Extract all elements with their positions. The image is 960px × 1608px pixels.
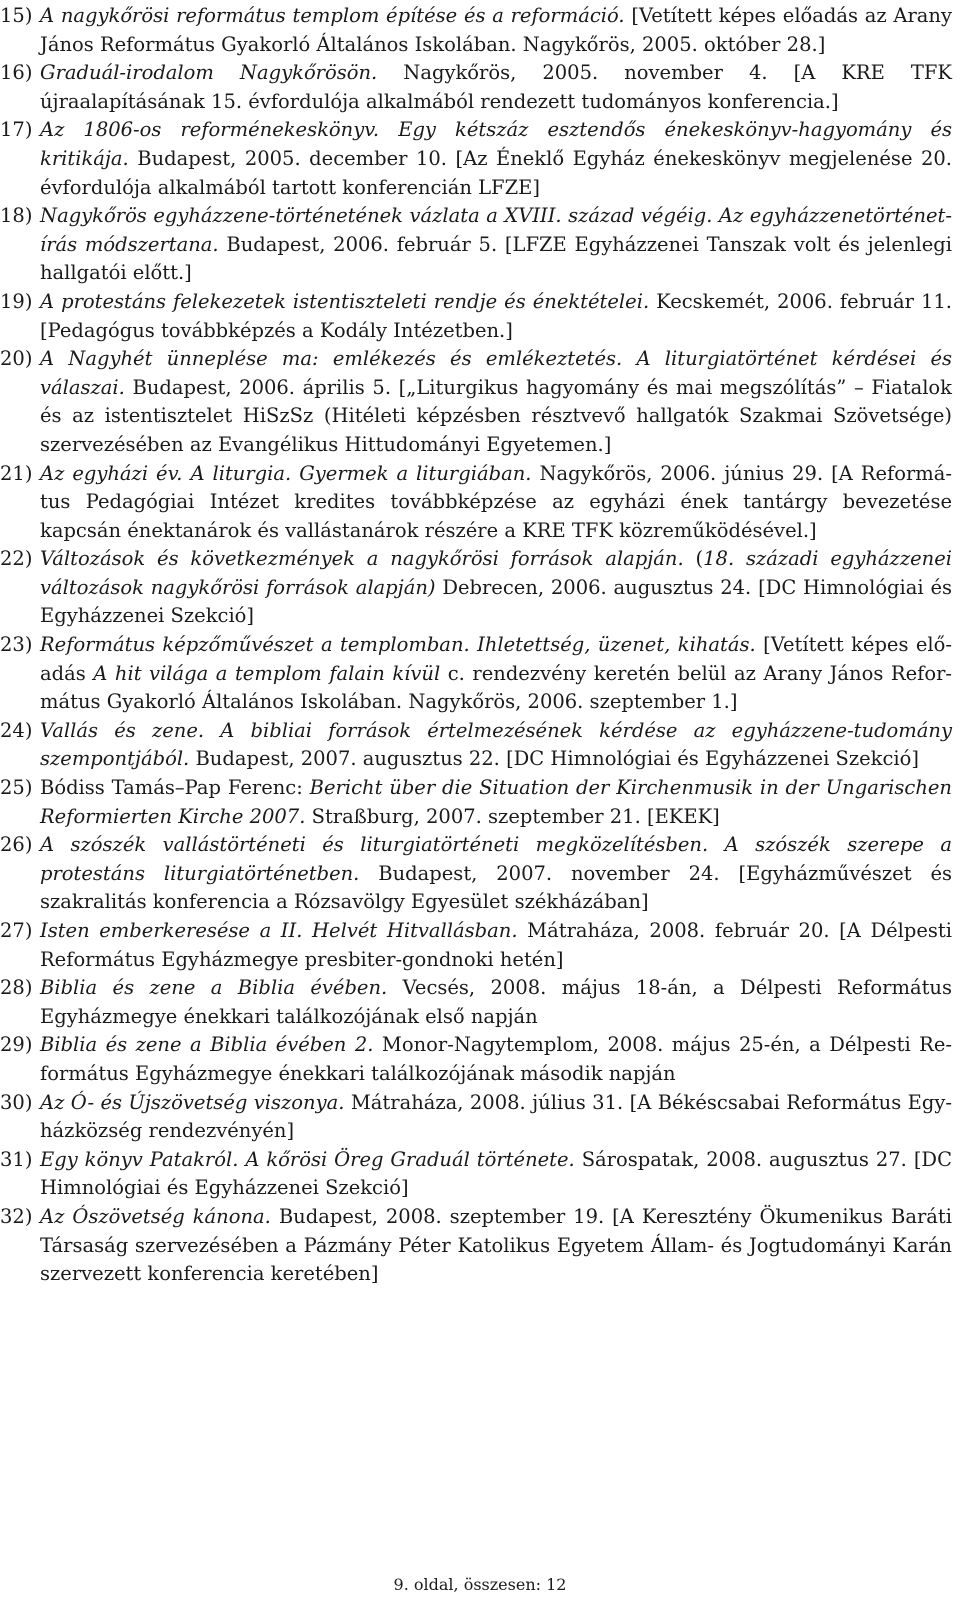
item-number: 27)	[0, 919, 33, 942]
title-text: A Nagyhét ünneplése ma: emlékezés és emlékeztetés. A liturgiatörténet kérdései és válaszai.	[40, 347, 952, 399]
list-item	[0, 1146, 952, 1203]
item-text	[40, 919, 952, 971]
list-item	[0, 1031, 952, 1088]
detail-text: Nagykőrös, 2005. november 4. [A KRE TFK újraalapításának 15. évfordulója alkalmából rendezett tudományos konferencia.]	[40, 61, 952, 113]
list-item	[0, 460, 952, 546]
item-number: 16)	[0, 61, 33, 85]
list-item	[0, 831, 952, 917]
detail-text: Nagykőrös, 2006. június 29. [A Református Pedagógiai Intézet kredites továbbképzése az egyházi ének tantárgy bevezetése kapcsán énektanárok és vallástanárok részére a KRE TFK közreműködésével.]	[40, 461, 952, 542]
item-number: 15)	[0, 4, 33, 27]
title-text: Egy könyv Patakról. A kőrösi Öreg Graduál története.	[40, 1147, 575, 1171]
detail-text: Mátraháza, 2008. február 20. [A Délpesti Református Egyházmegye presbiter-gondnoki hetén]	[40, 919, 953, 971]
item-text	[40, 633, 952, 713]
detail-text: [Vetített képes előadás az Arany János Református Gyakorló Általános Iskolában. Nagykőrös, 2005. október 28.]	[40, 4, 953, 56]
title-text: Bericht über die Situation der Kirchenmusik in der Ungarischen Reformierten Kirche 2007.	[40, 776, 952, 828]
item-text	[40, 1033, 952, 1085]
lecture-list	[0, 2, 952, 1289]
detail-text: Debrecen, 2006. augusztus 24. [DC Himnológiai és Egyházzenei Szekció]	[40, 575, 953, 628]
title-text: Nagykőrös egyházzene-történetének vázlata a XVIII. század végéig. Az egyházzenetörténetírás módszertana.	[40, 204, 952, 256]
list-item	[0, 116, 952, 202]
item-number: 31)	[0, 1147, 33, 1171]
item-text	[40, 1091, 952, 1143]
item-number: 28)	[0, 976, 33, 1000]
list-item	[0, 1089, 952, 1146]
list-item	[0, 2, 952, 59]
title-text: Az Ó- és Újszövetség viszonya.	[40, 1090, 345, 1114]
title-text: A hit világa a templom falain kívül	[93, 661, 441, 685]
page-number-label: 9. oldal, összesen: 12	[393, 1575, 567, 1594]
title-text: Református képzőművészet a templomban. Ihletettség, üzenet, kihatás.	[40, 633, 756, 657]
list-item	[0, 59, 952, 116]
item-number: 24)	[0, 718, 33, 742]
title-text: Biblia és zene a Biblia évében.	[40, 976, 388, 1000]
list-item	[0, 717, 952, 774]
list-item	[0, 1203, 952, 1289]
item-number: 32)	[0, 1204, 33, 1228]
list-item	[0, 917, 952, 974]
item-number: 17)	[0, 118, 33, 142]
item-text	[40, 204, 952, 284]
detail-text: Bódiss Tamás–Pap Ferenc:	[40, 776, 310, 800]
title-text: Az Ószövetség kánona.	[40, 1204, 271, 1228]
title-text: Az 1806-os reforménekeskönyv. Egy kétszáz esztendős énekeskönyv-hagyomány és kritikája.	[40, 118, 952, 170]
detail-text: c. rendezvény keretén belül az Arany János Református Gyakorló Általános Iskolában. Nagykőrös, 2006. szeptember 1.]	[40, 661, 952, 714]
title-text: A nagykőrösi református templom építése és a reformáció.	[40, 4, 625, 27]
title-text: A szószék vallástörténeti és liturgiatörténeti megközelítésben. A szószék szerepe a protestáns liturgiatörténetben.	[40, 833, 952, 885]
detail-text: Budapest, 2006. április 5. [„Liturgikus hagyomány és mai megszólítás” – Fiatalok és az istentisztelet HiSzSz (Hitéleti képzésben résztvevő hallgatók Szakmai Szövetsége) szervezésében az Evangélikus Hittudományi Egyetemen.]	[40, 375, 952, 456]
item-text	[40, 833, 952, 913]
item-text	[40, 547, 952, 627]
page-footer	[0, 1575, 960, 1594]
item-text	[40, 719, 952, 771]
detail-text: Budapest, 2006. február 5. [LFZE Egyházzenei Tanszak volt és jelenlegi hallgatói előtt.]	[40, 232, 953, 285]
list-item	[0, 288, 952, 345]
list-item	[0, 545, 952, 631]
item-number: 23)	[0, 633, 33, 657]
detail-text: Mátraháza, 2008. július 31. [A Békéscsabai Református Egyházközség rendezvényén]	[40, 1090, 952, 1143]
item-number: 18)	[0, 204, 33, 228]
title-text: 18. századi egyházzenei változások nagykőrösi források alapján)	[40, 547, 952, 599]
item-text	[40, 976, 952, 1028]
list-item	[0, 631, 952, 717]
title-text: Biblia és zene a Biblia évében 2.	[40, 1033, 374, 1057]
item-number: 20)	[0, 347, 33, 371]
detail-text: (	[683, 547, 704, 571]
title-text: Változások és következmények a nagykőrösi források alapján.	[40, 547, 684, 571]
item-text	[40, 61, 952, 113]
item-number: 22)	[0, 547, 33, 571]
detail-text: Budapest, 2007. augusztus 22. [DC Himnológiai és Egyházzenei Szekció]	[189, 747, 919, 771]
item-number: 26)	[0, 833, 33, 857]
title-text: A protestáns felekezetek istentiszteleti rendje és énektételei.	[40, 289, 650, 313]
title-text: Vallás és zene. A bibliai források értelmezésének kérdése az egyházzene-tudomány szempontjából.	[40, 718, 952, 771]
detail-text: [Vetített képes előadás	[40, 633, 952, 685]
item-text	[40, 4, 952, 56]
detail-text: Kecskemét, 2006. február 11. [Pedagógus továbbképzés a Kodály Intézetben.]	[40, 289, 952, 342]
item-text	[40, 1205, 952, 1285]
item-text	[40, 1148, 952, 1200]
list-item	[0, 774, 952, 831]
item-text	[40, 118, 952, 198]
item-number: 29)	[0, 1033, 33, 1057]
detail-text: Budapest, 2007. november 24. [Egyházművészet és szakralitás konferencia a Rózsavölgy Egyesület székházában]	[40, 861, 952, 914]
item-text	[40, 290, 952, 342]
item-text	[40, 776, 952, 828]
detail-text: Sárospatak, 2008. augusztus 27. [DC Himnológiai és Egyházzenei Szekció]	[40, 1147, 952, 1200]
detail-text: Budapest, 2008. szeptember 19. [A Keresztény Ökumenikus Baráti Társaság szervezésében a Pázmány Péter Katolikus Egyetem Állam- és Jogtudományi Karán szervezett konferencia keretében]	[40, 1204, 953, 1286]
detail-text: Vecsés, 2008. május 18-án, a Délpesti Református Egyházmegye énekkari találkozójának első napján	[40, 976, 952, 1028]
title-text: Az egyházi év. A liturgia. Gyermek a liturgiában.	[40, 461, 532, 485]
title-text: Isten emberkeresése a II. Helvét Hitvallásban.	[40, 919, 518, 942]
item-text	[40, 462, 952, 542]
detail-text: Budapest, 2005. december 10. [Az Éneklő Egyház énekeskönyv megjelenése 20. évfordulója alkalmából tartott konferencián LFZE]	[40, 146, 952, 199]
list-item	[0, 974, 952, 1031]
item-text	[40, 347, 952, 456]
item-number: 25)	[0, 776, 33, 800]
item-number: 21)	[0, 461, 33, 485]
title-text: Graduál-irodalom Nagykőrösön.	[40, 61, 378, 85]
item-number: 30)	[0, 1090, 33, 1114]
item-number: 19)	[0, 289, 33, 313]
list-item	[0, 202, 952, 288]
detail-text: Monor-Nagytemplom, 2008. május 25-én, a Délpesti Református Egyházmegye énekkari találkozójának második napján	[40, 1033, 952, 1085]
detail-text: Straßburg, 2007. szeptember 21. [EKEK]	[305, 804, 720, 828]
list-item	[0, 345, 952, 459]
